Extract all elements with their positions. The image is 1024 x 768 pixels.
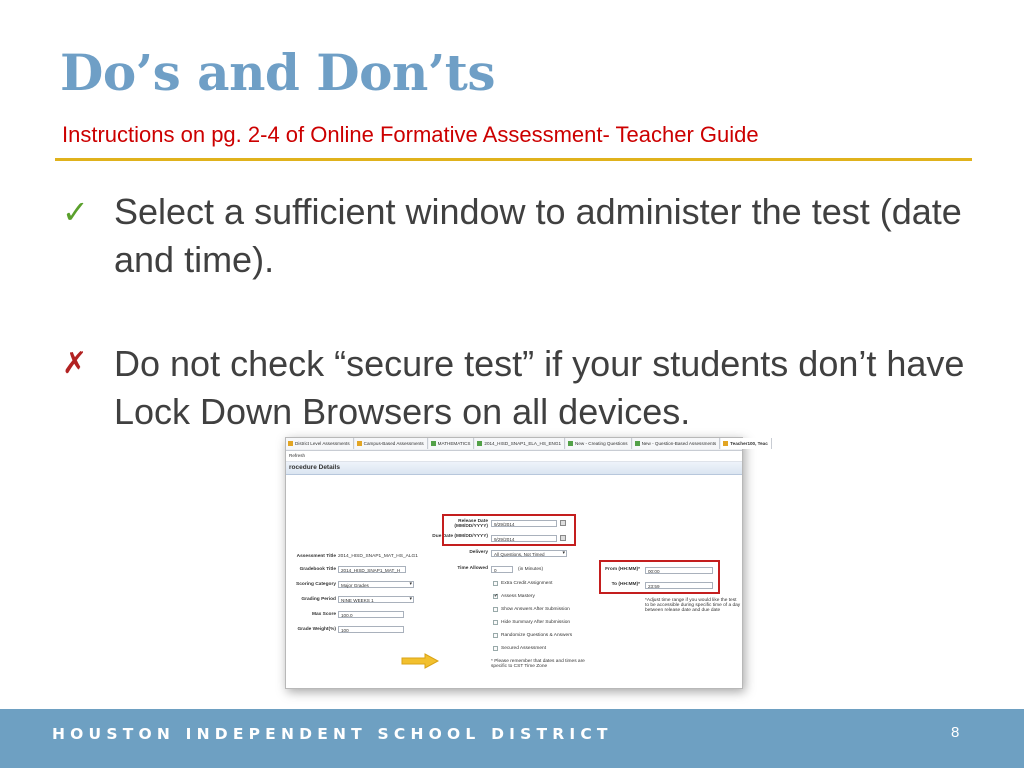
- option-label: Secured Assessment: [501, 646, 547, 651]
- due-date-input: 9/29/2014: [491, 535, 557, 542]
- scoring-category-select: Major Grades ▾: [338, 581, 414, 588]
- checkbox: [493, 594, 498, 599]
- grading-period-select: NINE WEEKS 1 ▾: [338, 596, 414, 603]
- arrow-right-icon: [401, 654, 439, 668]
- title-divider: [55, 158, 972, 161]
- bullet-do-text: Select a sufficient window to administer the test (date and time).: [114, 191, 962, 280]
- time-highlight-box: [599, 560, 720, 594]
- to-label: To (HH:MM)*: [611, 582, 640, 587]
- footer-bar: [0, 709, 1024, 768]
- option-label: Show Answers After Submission: [501, 607, 570, 612]
- max-score-input: 100.0: [338, 611, 404, 618]
- field-label: Gradebook Title: [299, 567, 336, 572]
- option-label: Assess Mastery: [501, 594, 535, 599]
- time-unit: (in Minutes): [518, 567, 544, 572]
- grade-weight-input: 100: [338, 626, 404, 633]
- field-label: Grade Weight(%): [297, 627, 336, 632]
- checkbox: [493, 581, 498, 586]
- time-range-note: *Adjust time range if you would like the test to be accessible during specific time of a day between release date and due date: [645, 598, 741, 613]
- checkbox: [493, 633, 498, 638]
- tab: 2014_HISD_SNAP1_ELA_HS_ENG1: [475, 438, 565, 449]
- section-header: rocedure Details: [286, 462, 742, 475]
- tab: District Level Assessments: [286, 438, 354, 449]
- field-label: Max Score: [312, 612, 336, 617]
- checkbox: [493, 620, 498, 625]
- release-date-label: Release Date (MM/DD/YYYY): [454, 519, 488, 529]
- timezone-note: * Please remember that dates and times are specific to CST Time Zone: [491, 659, 585, 669]
- tab: Campus-Based Assessments: [355, 438, 428, 449]
- refresh-link: Refresh: [286, 451, 742, 462]
- time-allowed-input: 0: [491, 566, 513, 573]
- to-time-input: 23:59: [645, 582, 713, 589]
- delivery-label: Delivery: [469, 550, 488, 555]
- option-label: Extra Credit Assignment: [501, 581, 553, 586]
- page-number: 8: [951, 724, 960, 741]
- tab: New - Creating Questions: [566, 438, 632, 449]
- delivery-select: All Questions, Not Timed ▾: [491, 550, 567, 557]
- assessment-title-value: 2014_HISD_SNAP1_MAT_HS_ALG1: [338, 554, 418, 559]
- browser-tab-bar: [286, 438, 768, 451]
- option-label: Hide Summary After Submission: [501, 620, 571, 625]
- secured-assessment-checkbox: [493, 646, 498, 651]
- release-date-input: 9/29/2014: [491, 520, 557, 527]
- tab: New - Question-Based Assessments: [633, 438, 721, 449]
- time-allowed-label: Time Allowed: [457, 566, 488, 571]
- from-label: From (HH:MM)*: [605, 567, 640, 572]
- from-time-input: 00:00: [645, 567, 713, 574]
- slide-title: Do’s and Don’ts: [60, 43, 496, 102]
- field-label: Scoring Category: [296, 582, 336, 587]
- procedure-details-screenshot: [285, 437, 768, 689]
- bullet-dont-text: Do not check “secure test” if your students don’t have Lock Down Browsers on all devices.: [114, 343, 965, 432]
- date-highlight-box: [442, 514, 576, 546]
- slide-subtitle: Instructions on pg. 2-4 of Online Formative Assessment- Teacher Guide: [62, 122, 759, 147]
- district-name: HOUSTON INDEPENDENT SCHOOL DISTRICT: [52, 725, 613, 743]
- due-date-label: Due Date (MM/DD/YYYY): [432, 534, 488, 539]
- gradebook-title-input: 2014_HISD_SNAP1_MAT_H: [338, 566, 406, 573]
- field-label: Grading Period: [301, 597, 336, 602]
- option-label: Randomize Questions & Answers: [501, 633, 573, 638]
- tab: Teacher100, Teac: [721, 438, 772, 449]
- cross-icon: ✗: [62, 347, 88, 380]
- field-label: Assessment Title: [296, 554, 336, 559]
- checkbox: [493, 607, 498, 612]
- tab: MATHEMATICS: [429, 438, 475, 449]
- checkmark-icon: ✓: [62, 194, 89, 230]
